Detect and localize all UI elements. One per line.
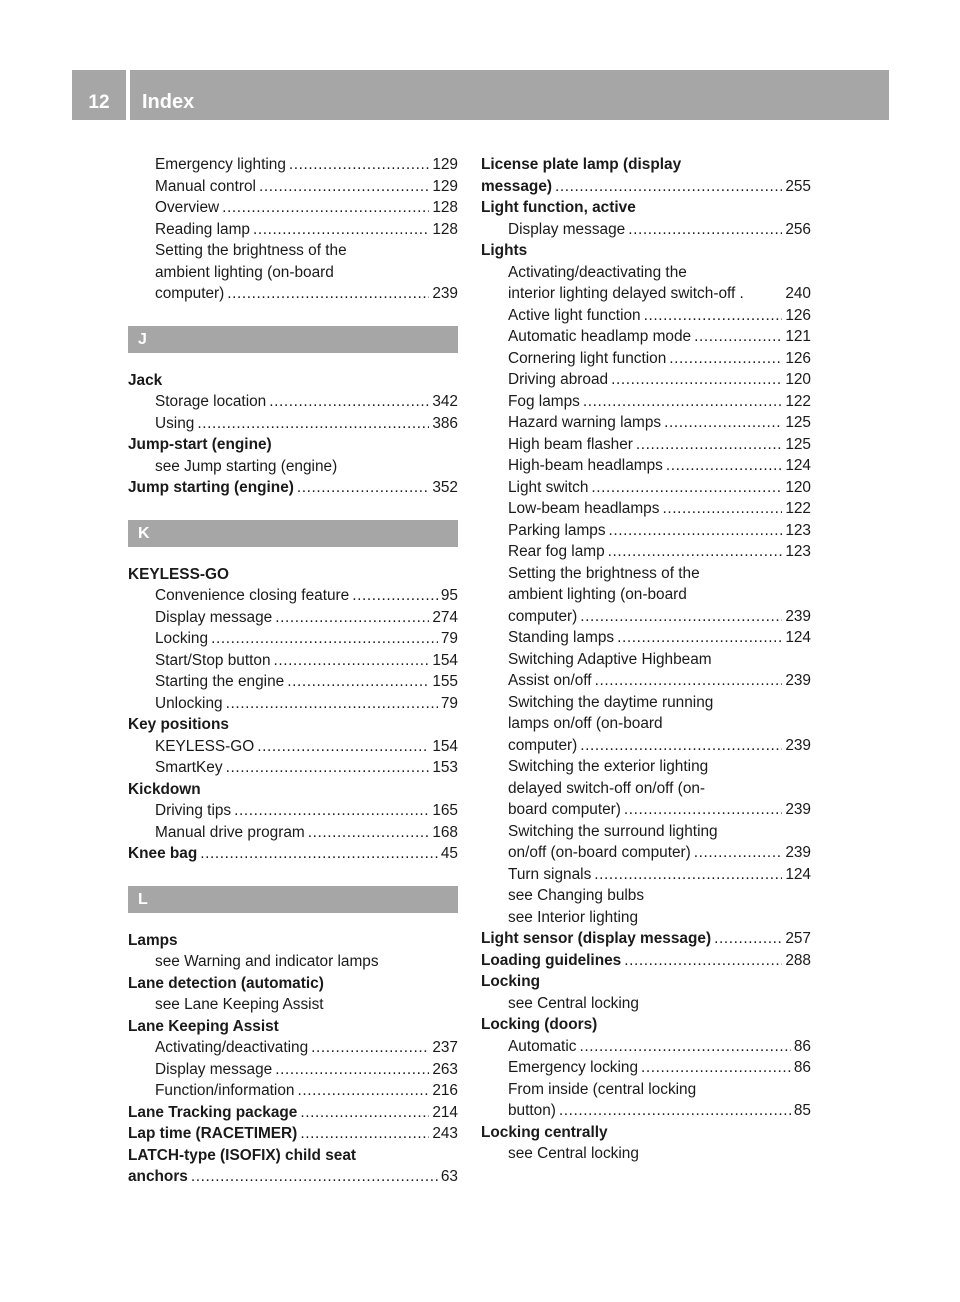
dot-leader bbox=[226, 693, 438, 715]
entry-label: Locking bbox=[155, 630, 209, 647]
entry-label: on/off (on-board computer) bbox=[508, 844, 691, 861]
page-reference: 63 bbox=[440, 1168, 458, 1185]
entry-label: High beam flasher bbox=[508, 435, 633, 453]
page-reference: 256 bbox=[785, 220, 811, 238]
entry-label: see Lane Keeping Assist bbox=[155, 996, 324, 1013]
entry-label: Locking bbox=[481, 973, 540, 990]
index-subentry bbox=[481, 434, 811, 456]
dot-leader bbox=[628, 219, 782, 241]
page-reference: 352 bbox=[432, 479, 458, 496]
entry-label: Switching the daytime running bbox=[508, 693, 714, 711]
entry-label: see Central locking bbox=[508, 994, 639, 1012]
entry-label: button) bbox=[508, 1102, 556, 1119]
page-reference: 86 bbox=[793, 1037, 811, 1055]
index-entry bbox=[128, 1102, 458, 1124]
page-reference: 126 bbox=[785, 306, 811, 324]
dot-leader bbox=[694, 326, 782, 348]
entry-label: Emergency lighting bbox=[155, 156, 286, 173]
index-subentry bbox=[128, 1080, 458, 1102]
dot-leader bbox=[352, 585, 438, 607]
entry-label: Cornering light function bbox=[508, 349, 667, 367]
entry-label: Switching the exterior lighting bbox=[508, 758, 709, 775]
index-subentry bbox=[128, 413, 458, 435]
page-reference: 386 bbox=[432, 414, 458, 432]
page-title: Index bbox=[142, 91, 195, 113]
page-reference: 257 bbox=[785, 930, 811, 947]
dot-leader bbox=[222, 197, 429, 219]
entry-label: Manual drive program bbox=[155, 823, 305, 841]
page-reference: 126 bbox=[785, 349, 811, 367]
index-subentry bbox=[128, 154, 458, 176]
entry-label: Display message bbox=[155, 1060, 273, 1078]
index-subentry bbox=[481, 606, 811, 628]
section-letter: K bbox=[128, 520, 458, 547]
entry-label: Turn signals bbox=[508, 865, 592, 883]
index-entry bbox=[481, 950, 811, 972]
entry-label: Starting the engine bbox=[155, 673, 285, 690]
index-subentry bbox=[128, 736, 458, 758]
page-reference: 239 bbox=[785, 607, 811, 625]
index-subentry bbox=[481, 778, 811, 800]
page-reference: 123 bbox=[785, 521, 811, 539]
dot-leader bbox=[611, 369, 782, 391]
dot-leader bbox=[197, 413, 429, 435]
page-reference: 216 bbox=[432, 1082, 458, 1099]
entry-label: ambient lighting (on-board bbox=[155, 263, 334, 281]
dot-leader bbox=[269, 391, 429, 413]
index-subentry bbox=[481, 305, 811, 327]
index-subentry bbox=[481, 1057, 811, 1079]
dot-leader bbox=[297, 477, 429, 499]
page-reference: 123 bbox=[785, 543, 811, 560]
entry-label: Key positions bbox=[128, 716, 229, 733]
entry-label: Display message bbox=[155, 608, 273, 626]
dot-leader bbox=[559, 1100, 791, 1122]
page-reference: 154 bbox=[432, 651, 458, 669]
page-reference: 154 bbox=[432, 737, 458, 755]
dot-leader bbox=[274, 650, 430, 672]
index-subentry bbox=[128, 262, 458, 284]
page-reference: 128 bbox=[432, 220, 458, 238]
entry-label: SmartKey bbox=[155, 759, 223, 776]
entry-label: License plate lamp (display bbox=[481, 156, 682, 173]
dot-leader bbox=[591, 477, 782, 499]
index-subentry bbox=[481, 498, 811, 520]
index-entry bbox=[481, 197, 811, 219]
index-entry bbox=[128, 564, 458, 586]
entry-label: Setting the brightness of the bbox=[155, 242, 347, 259]
entry-label: message) bbox=[481, 177, 553, 195]
entry-label: Jack bbox=[128, 371, 163, 389]
entry-label: Locking centrally bbox=[481, 1123, 608, 1141]
dot-leader bbox=[200, 843, 438, 865]
index-entry bbox=[128, 843, 458, 865]
entry-label: Driving tips bbox=[155, 802, 232, 819]
page-reference: 155 bbox=[432, 673, 458, 690]
index-subentry bbox=[128, 951, 458, 973]
index-subentry bbox=[128, 800, 458, 822]
entry-label: board computer) bbox=[508, 801, 621, 818]
page-reference: 342 bbox=[432, 393, 458, 410]
entry-label: Switching Adaptive Highbeam bbox=[508, 650, 712, 668]
index-subentry bbox=[481, 477, 811, 499]
page-reference: 214 bbox=[432, 1103, 458, 1121]
index-subentry bbox=[481, 756, 811, 778]
dot-leader bbox=[234, 800, 429, 822]
index-subentry bbox=[481, 455, 811, 477]
entry-label: Overview bbox=[155, 199, 220, 216]
dot-leader bbox=[579, 1036, 790, 1058]
dot-leader bbox=[300, 1102, 429, 1124]
dot-leader bbox=[594, 864, 782, 886]
index-subentry bbox=[481, 670, 811, 692]
entry-label: lamps on/off (on-board bbox=[508, 715, 663, 732]
index-entry bbox=[481, 1122, 811, 1144]
index-entry bbox=[128, 370, 458, 392]
index-column-right bbox=[481, 154, 811, 1165]
index-entry bbox=[128, 779, 458, 801]
entry-label: ambient lighting (on-board bbox=[508, 586, 687, 603]
index-subentry bbox=[481, 369, 811, 391]
dot-leader bbox=[662, 498, 782, 520]
dot-leader bbox=[211, 628, 438, 650]
page-reference: 128 bbox=[432, 199, 458, 216]
page-reference: 243 bbox=[432, 1125, 458, 1142]
index-subentry bbox=[481, 907, 811, 929]
page-reference: 79 bbox=[440, 694, 458, 712]
entry-label: Light switch bbox=[508, 478, 589, 496]
entry-label: Automatic headlamp mode bbox=[508, 328, 692, 345]
entry-label: Lights bbox=[481, 242, 528, 259]
dot-leader bbox=[275, 607, 429, 629]
index-subentry bbox=[481, 692, 811, 714]
index-subentry bbox=[128, 1059, 458, 1081]
dot-leader bbox=[641, 1057, 791, 1079]
page-reference: 239 bbox=[785, 801, 811, 818]
entry-label: Lamps bbox=[128, 931, 178, 949]
index-subentry bbox=[481, 563, 811, 585]
section-letter: J bbox=[128, 326, 458, 353]
entry-label: see Jump starting (engine) bbox=[155, 457, 338, 475]
dot-leader bbox=[583, 391, 782, 413]
entry-label: Knee bag bbox=[128, 845, 198, 862]
entry-label: see Changing bulbs bbox=[508, 887, 645, 904]
dot-leader bbox=[608, 541, 783, 563]
entry-label: Kickdown bbox=[128, 780, 201, 798]
page-reference: 45 bbox=[440, 845, 458, 862]
entry-label: High-beam headlamps bbox=[508, 457, 663, 474]
entry-label: LATCH-type (ISOFIX) child seat bbox=[128, 1146, 357, 1164]
entry-label: Storage location bbox=[155, 393, 267, 410]
dot-leader bbox=[259, 176, 429, 198]
index-subentry bbox=[128, 671, 458, 693]
index-subentry bbox=[481, 1100, 811, 1122]
index-subentry bbox=[481, 649, 811, 671]
entry-label: Standing lamps bbox=[508, 629, 615, 646]
dot-leader bbox=[664, 412, 782, 434]
entry-label: Parking lamps bbox=[508, 521, 606, 539]
index-subentry bbox=[481, 842, 811, 864]
index-subentry bbox=[481, 885, 811, 907]
page-reference: 165 bbox=[432, 802, 458, 819]
page-reference: 288 bbox=[785, 951, 811, 969]
index-subentry bbox=[481, 821, 811, 843]
dot-leader bbox=[624, 799, 782, 821]
dot-leader bbox=[636, 434, 782, 456]
entry-label: anchors bbox=[128, 1168, 188, 1185]
page-reference: 263 bbox=[432, 1060, 458, 1078]
index-entry bbox=[481, 176, 811, 198]
entry-label: Jump-start (engine) bbox=[128, 436, 272, 453]
page-reference: 239 bbox=[432, 285, 458, 302]
index-subentry bbox=[128, 994, 458, 1016]
page-header bbox=[72, 70, 889, 120]
index-subentry bbox=[481, 993, 811, 1015]
index-entry bbox=[128, 714, 458, 736]
index-subentry bbox=[128, 1037, 458, 1059]
page-reference: 122 bbox=[785, 500, 811, 517]
entry-label: Hazard warning lamps bbox=[508, 414, 662, 431]
entry-label: Function/information bbox=[155, 1082, 295, 1099]
index-entry bbox=[128, 1016, 458, 1038]
index-subentry bbox=[128, 693, 458, 715]
entry-label: Using bbox=[155, 414, 195, 432]
dot-leader bbox=[311, 1037, 429, 1059]
index-entry bbox=[128, 434, 458, 456]
index-subentry bbox=[481, 713, 811, 735]
entry-label: Light sensor (display message) bbox=[481, 930, 712, 947]
dot-leader bbox=[580, 735, 782, 757]
index-subentry bbox=[481, 627, 811, 649]
index-entry bbox=[481, 1014, 811, 1036]
section-letter: L bbox=[128, 886, 458, 913]
entry-label: Manual control bbox=[155, 177, 256, 195]
page-reference: 124 bbox=[785, 629, 811, 646]
index-entry bbox=[128, 973, 458, 995]
page-reference: 95 bbox=[440, 587, 458, 604]
page-reference: 122 bbox=[785, 392, 811, 410]
dot-leader bbox=[666, 455, 782, 477]
index-subentry bbox=[481, 541, 811, 563]
index-subentry bbox=[481, 219, 811, 241]
index-subentry bbox=[128, 456, 458, 478]
index-entry bbox=[481, 240, 811, 262]
index-subentry bbox=[481, 864, 811, 886]
entry-label: computer) bbox=[155, 285, 225, 302]
index-entry bbox=[481, 928, 811, 950]
dot-leader bbox=[253, 219, 429, 241]
dot-leader bbox=[275, 1059, 429, 1081]
index-subentry bbox=[481, 283, 811, 305]
entry-label: see Central locking bbox=[508, 1145, 639, 1162]
page-reference: 237 bbox=[432, 1039, 458, 1056]
entry-label: From inside (central locking bbox=[508, 1080, 697, 1098]
page-reference: 240 bbox=[785, 285, 811, 302]
index-subentry bbox=[128, 176, 458, 198]
index-subentry bbox=[481, 412, 811, 434]
page-reference: 125 bbox=[785, 414, 811, 431]
dot-leader bbox=[669, 348, 782, 370]
page-reference: 124 bbox=[785, 457, 811, 474]
entry-label: Active light function bbox=[508, 306, 641, 324]
index-subentry bbox=[128, 822, 458, 844]
page-number: 12 bbox=[88, 92, 110, 113]
dot-leader bbox=[289, 154, 429, 176]
entry-label: Lane Keeping Assist bbox=[128, 1017, 279, 1035]
entry-label: Locking (doors) bbox=[481, 1016, 598, 1033]
page-reference: 153 bbox=[432, 759, 458, 776]
dot-leader bbox=[257, 736, 429, 758]
index-entry bbox=[128, 930, 458, 952]
index-entry bbox=[128, 1166, 458, 1188]
page-reference: 125 bbox=[785, 435, 811, 453]
entry-label: see Interior lighting bbox=[508, 908, 639, 926]
index-subentry bbox=[128, 197, 458, 219]
index-subentry bbox=[481, 520, 811, 542]
dot-leader bbox=[617, 627, 782, 649]
dot-leader bbox=[287, 671, 429, 693]
dot-leader bbox=[609, 520, 783, 542]
index-entry bbox=[128, 1123, 458, 1145]
page-reference: 124 bbox=[785, 865, 811, 883]
entry-label: Assist on/off bbox=[508, 672, 592, 689]
index-entry bbox=[481, 971, 811, 993]
index-subentry bbox=[128, 628, 458, 650]
entry-label: Lane Tracking package bbox=[128, 1103, 298, 1121]
entry-label: Lane detection (automatic) bbox=[128, 974, 324, 992]
entry-label: Start/Stop button bbox=[155, 651, 271, 669]
dot-leader bbox=[191, 1166, 438, 1188]
page-reference: 86 bbox=[793, 1059, 811, 1076]
index-subentry bbox=[481, 1143, 811, 1165]
page-reference: 239 bbox=[785, 844, 811, 861]
page-reference: 129 bbox=[432, 177, 458, 195]
entry-label: delayed switch-off on/off (on- bbox=[508, 779, 706, 797]
index-subentry bbox=[128, 240, 458, 262]
dot-leader bbox=[226, 757, 430, 779]
index-subentry bbox=[481, 1036, 811, 1058]
page-reference: 239 bbox=[785, 672, 811, 689]
entry-label: Unlocking bbox=[155, 694, 223, 712]
dot-leader bbox=[580, 606, 782, 628]
dot-leader bbox=[694, 842, 783, 864]
index-subentry bbox=[128, 391, 458, 413]
index-entry bbox=[481, 154, 811, 176]
dot-leader bbox=[555, 176, 782, 198]
entry-label: Activating/deactivating the bbox=[508, 263, 687, 281]
index-subentry bbox=[481, 735, 811, 757]
index-subentry bbox=[481, 262, 811, 284]
entry-label: interior lighting delayed switch-off . bbox=[508, 285, 744, 302]
page-reference: 129 bbox=[432, 156, 458, 173]
index-subentry bbox=[128, 650, 458, 672]
page-reference: 79 bbox=[440, 630, 458, 647]
index-subentry bbox=[128, 607, 458, 629]
index-column-left bbox=[128, 154, 458, 1188]
entry-label: Jump starting (engine) bbox=[128, 479, 294, 496]
entry-label: Loading guidelines bbox=[481, 951, 622, 969]
page-reference: 239 bbox=[785, 736, 811, 754]
entry-label: Rear fog lamp bbox=[508, 543, 605, 560]
header-divider bbox=[126, 70, 130, 120]
index-subentry bbox=[481, 799, 811, 821]
entry-label: computer) bbox=[508, 607, 578, 625]
entry-label: Automatic bbox=[508, 1037, 577, 1055]
entry-label: Low-beam headlamps bbox=[508, 500, 660, 517]
entry-label: computer) bbox=[508, 736, 578, 754]
page-reference: 121 bbox=[785, 328, 811, 345]
entry-label: Reading lamp bbox=[155, 220, 250, 238]
index-subentry bbox=[128, 757, 458, 779]
page-reference: 120 bbox=[785, 478, 811, 496]
dot-leader bbox=[595, 670, 783, 692]
index-subentry bbox=[128, 219, 458, 241]
dot-leader bbox=[308, 822, 430, 844]
entry-label: Driving abroad bbox=[508, 371, 609, 388]
index-entry bbox=[128, 477, 458, 499]
entry-label: KEYLESS-GO bbox=[128, 565, 229, 583]
entry-label: Switching the surround lighting bbox=[508, 822, 718, 840]
page-reference: 120 bbox=[785, 371, 811, 388]
entry-label: Lap time (RACETIMER) bbox=[128, 1125, 298, 1142]
page-reference: 255 bbox=[785, 177, 811, 195]
index-subentry bbox=[481, 348, 811, 370]
entry-label: Activating/deactivating bbox=[155, 1039, 309, 1056]
dot-leader bbox=[297, 1080, 429, 1102]
page-reference: 85 bbox=[793, 1102, 811, 1119]
index-subentry bbox=[481, 1079, 811, 1101]
index-subentry bbox=[481, 326, 811, 348]
dot-leader bbox=[714, 928, 782, 950]
entry-label: Setting the brightness of the bbox=[508, 564, 700, 582]
index-subentry bbox=[481, 391, 811, 413]
index-entry bbox=[128, 1145, 458, 1167]
dot-leader bbox=[227, 283, 429, 305]
index-subentry bbox=[128, 585, 458, 607]
dot-leader bbox=[644, 305, 783, 327]
entry-label: Light function, active bbox=[481, 199, 636, 216]
page-reference: 168 bbox=[432, 823, 458, 841]
index-subentry bbox=[481, 584, 811, 606]
entry-label: see Warning and indicator lamps bbox=[155, 953, 379, 970]
dot-leader bbox=[624, 950, 782, 972]
entry-label: Emergency locking bbox=[508, 1059, 639, 1076]
page-reference: 274 bbox=[432, 608, 458, 626]
index-subentry bbox=[128, 283, 458, 305]
dot-leader bbox=[300, 1123, 429, 1145]
entry-label: Fog lamps bbox=[508, 392, 580, 410]
entry-label: KEYLESS-GO bbox=[155, 737, 255, 755]
entry-label: Display message bbox=[508, 220, 626, 238]
entry-label: Convenience closing feature bbox=[155, 587, 350, 604]
